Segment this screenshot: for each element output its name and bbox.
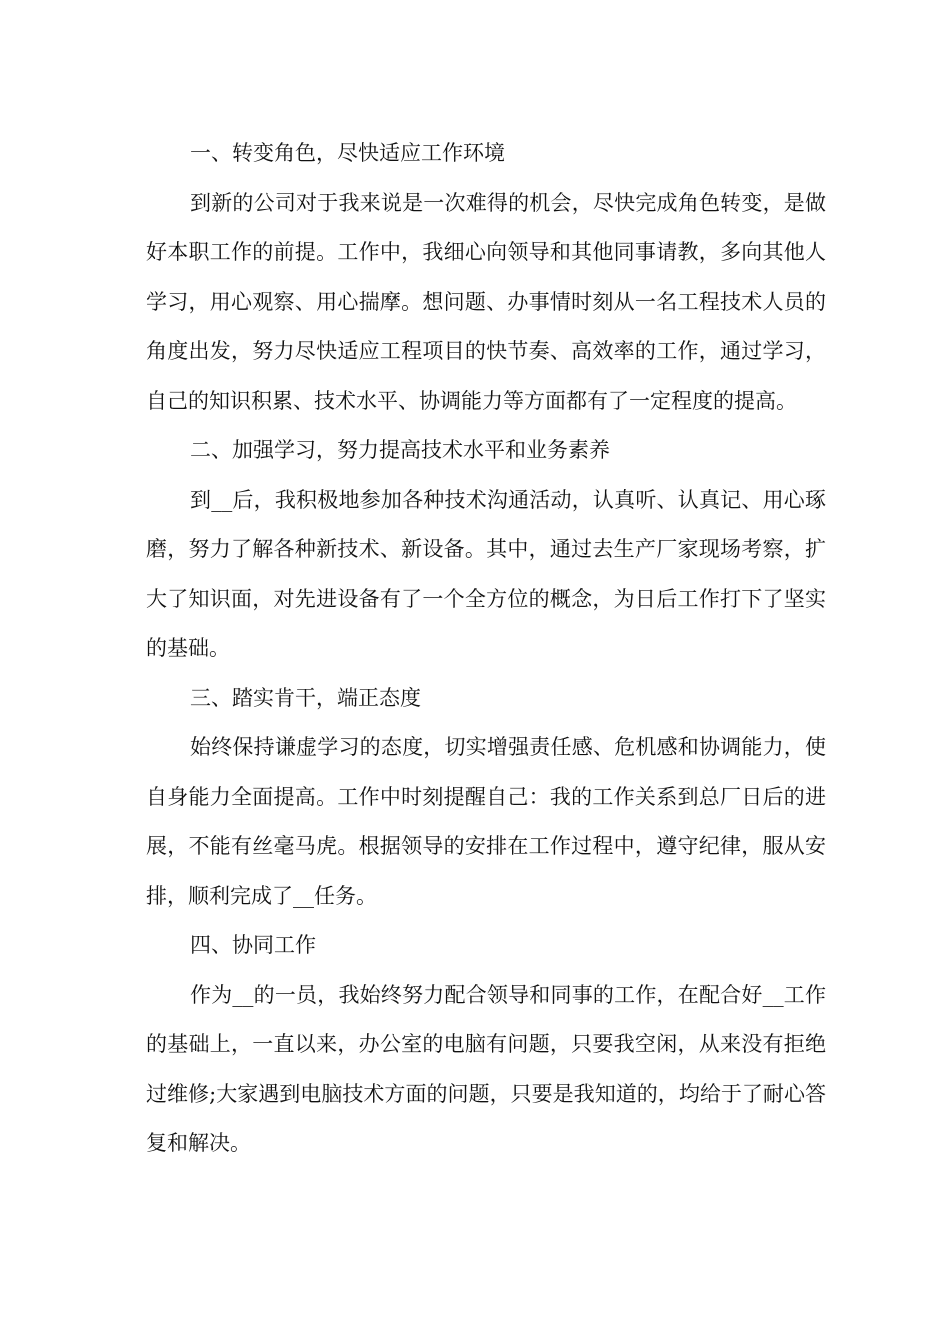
section-2-heading: 二、加强学习，努力提高技术水平和业务素养 [190, 438, 610, 462]
document-body [146, 129, 826, 1169]
section-1-heading: 一、转变角色，尽快适应工作环境 [190, 141, 505, 165]
section-4-heading: 四、协同工作 [190, 933, 316, 957]
section-2-paragraph: 到__后，我积极地参加各种技术沟通活动，认真听、认真记、用心琢磨，努力了解各种新技术、新设备。其中，通过去生产厂家现场考察，扩大了知识面，对先进设备有了一个全方位的概念，为日后工作打下了坚实的基础。 [146, 487, 826, 660]
section-3-paragraph: 始终保持谦虚学习的态度，切实增强责任感、危机感和协调能力，使自身能力全面提高。工作中时刻提醒自己：我的工作关系到总厂日后的进展，不能有丝毫马虎。根据领导的安排在工作过程中，遵守纪律，服从安排，顺利完成了__任务。 [146, 735, 826, 908]
section-1-paragraph: 到新的公司对于我来说是一次难得的机会，尽快完成角色转变，是做好本职工作的前提。工作中，我细心向领导和其他同事请教，多向其他人学习，用心观察、用心揣摩。想问题、办事情时刻从一名工程技术人员的角度出发，努力尽快适应工程项目的快节奏、高效率的工作，通过学习，自己的知识积累、技术水平、协调能力等方面都有了一定程度的提高。 [146, 190, 826, 413]
section-3-heading: 三、踏实肯干，端正态度 [190, 685, 421, 710]
section-4-paragraph: 作为__的一员，我始终努力配合领导和同事的工作，在配合好__工作的基础上，一直以来，办公室的电脑有问题，只要我空闲，从来没有拒绝过维修;大家遇到电脑技术方面的问题，只要是我知道的，均给于了耐心答复和解决。 [146, 982, 826, 1155]
